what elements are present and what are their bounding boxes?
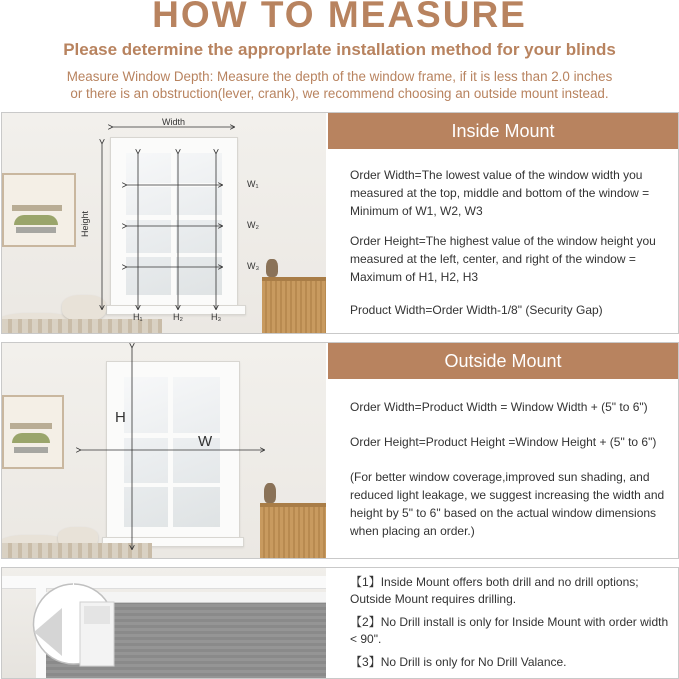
- note-2-text: No Drill install is only for Inside Mount with order width < 90".: [350, 615, 669, 646]
- page-subtitle: Please determine the approprlate installation method for your blinds: [63, 40, 616, 59]
- w2-label: W₂: [247, 220, 259, 230]
- w3-label: W₃: [247, 261, 260, 271]
- notes-panel: [1, 567, 679, 679]
- outside-order-width: Order Width=Product Width = Window Width + (5" to 6"): [350, 400, 648, 414]
- note-3-text: No Drill is only for No Drill Valance.: [380, 655, 567, 669]
- shade-closeup-illustration: [2, 568, 326, 678]
- note-2-marker: 【2】: [350, 615, 381, 629]
- inside-measure-arrows: [2, 113, 326, 333]
- depth-note-line-1: Measure Window Depth: Measure the depth of the window frame, if it is less than 2.0 inches: [66, 69, 613, 84]
- w1-label: W₁: [247, 179, 259, 189]
- outside-order-height: Order Height=Product Height =Window Height + (5" to 6"): [350, 435, 657, 449]
- page-title: HOW TO MEASURE: [152, 0, 527, 35]
- h3-label: H₃: [211, 312, 222, 322]
- inside-mount-illustration: [2, 113, 326, 333]
- depth-note: [8, 68, 671, 102]
- note-3: [350, 654, 672, 671]
- inside-product-width: Product Width=Order Width-1/8" (Security Gap): [350, 303, 603, 317]
- inside-order-width: Order Width=The lowest value of the window width you measured at the top, middle and bottom of the window = Minimum of W1, W2, W3: [350, 168, 650, 218]
- outside-suggestion: (For better window coverage,improved sun shading, and reduced light leakage, we suggest increasing the width and height by 5" to 6" based on the actual window dimensions when placing an order.): [350, 470, 665, 538]
- h2-label: H₂: [173, 312, 183, 322]
- height-label: Height: [80, 210, 90, 237]
- note-1-marker: 【1】: [350, 575, 381, 589]
- outside-measure-arrows: [2, 343, 326, 558]
- outside-mount-heading: Outside Mount: [328, 343, 678, 379]
- depth-note-line-2: or there is an obstruction(lever, crank), we recommend choosing an outside mount instead.: [70, 86, 609, 101]
- width-label: Width: [162, 117, 186, 127]
- note-1: [350, 574, 672, 608]
- inside-order-height: Order Height=The highest value of the window height you measured at the left, center, and right of the window = Maximum of H1, H2, H3: [350, 234, 656, 284]
- outside-height-label: H: [115, 409, 126, 426]
- note-1-text: Inside Mount offers both drill and no drill options; Outside Mount requires drilling.: [350, 575, 639, 606]
- outside-mount-illustration: [2, 343, 326, 558]
- h1-label: H₁: [133, 312, 143, 322]
- note-2: [350, 614, 672, 648]
- outside-mount-panel: [1, 342, 679, 559]
- inside-mount-heading: Inside Mount: [328, 113, 678, 149]
- outside-width-label: W: [198, 433, 213, 450]
- note-3-marker: 【3】: [350, 655, 381, 669]
- zoom-callout: [32, 580, 122, 674]
- inside-mount-panel: [1, 112, 679, 334]
